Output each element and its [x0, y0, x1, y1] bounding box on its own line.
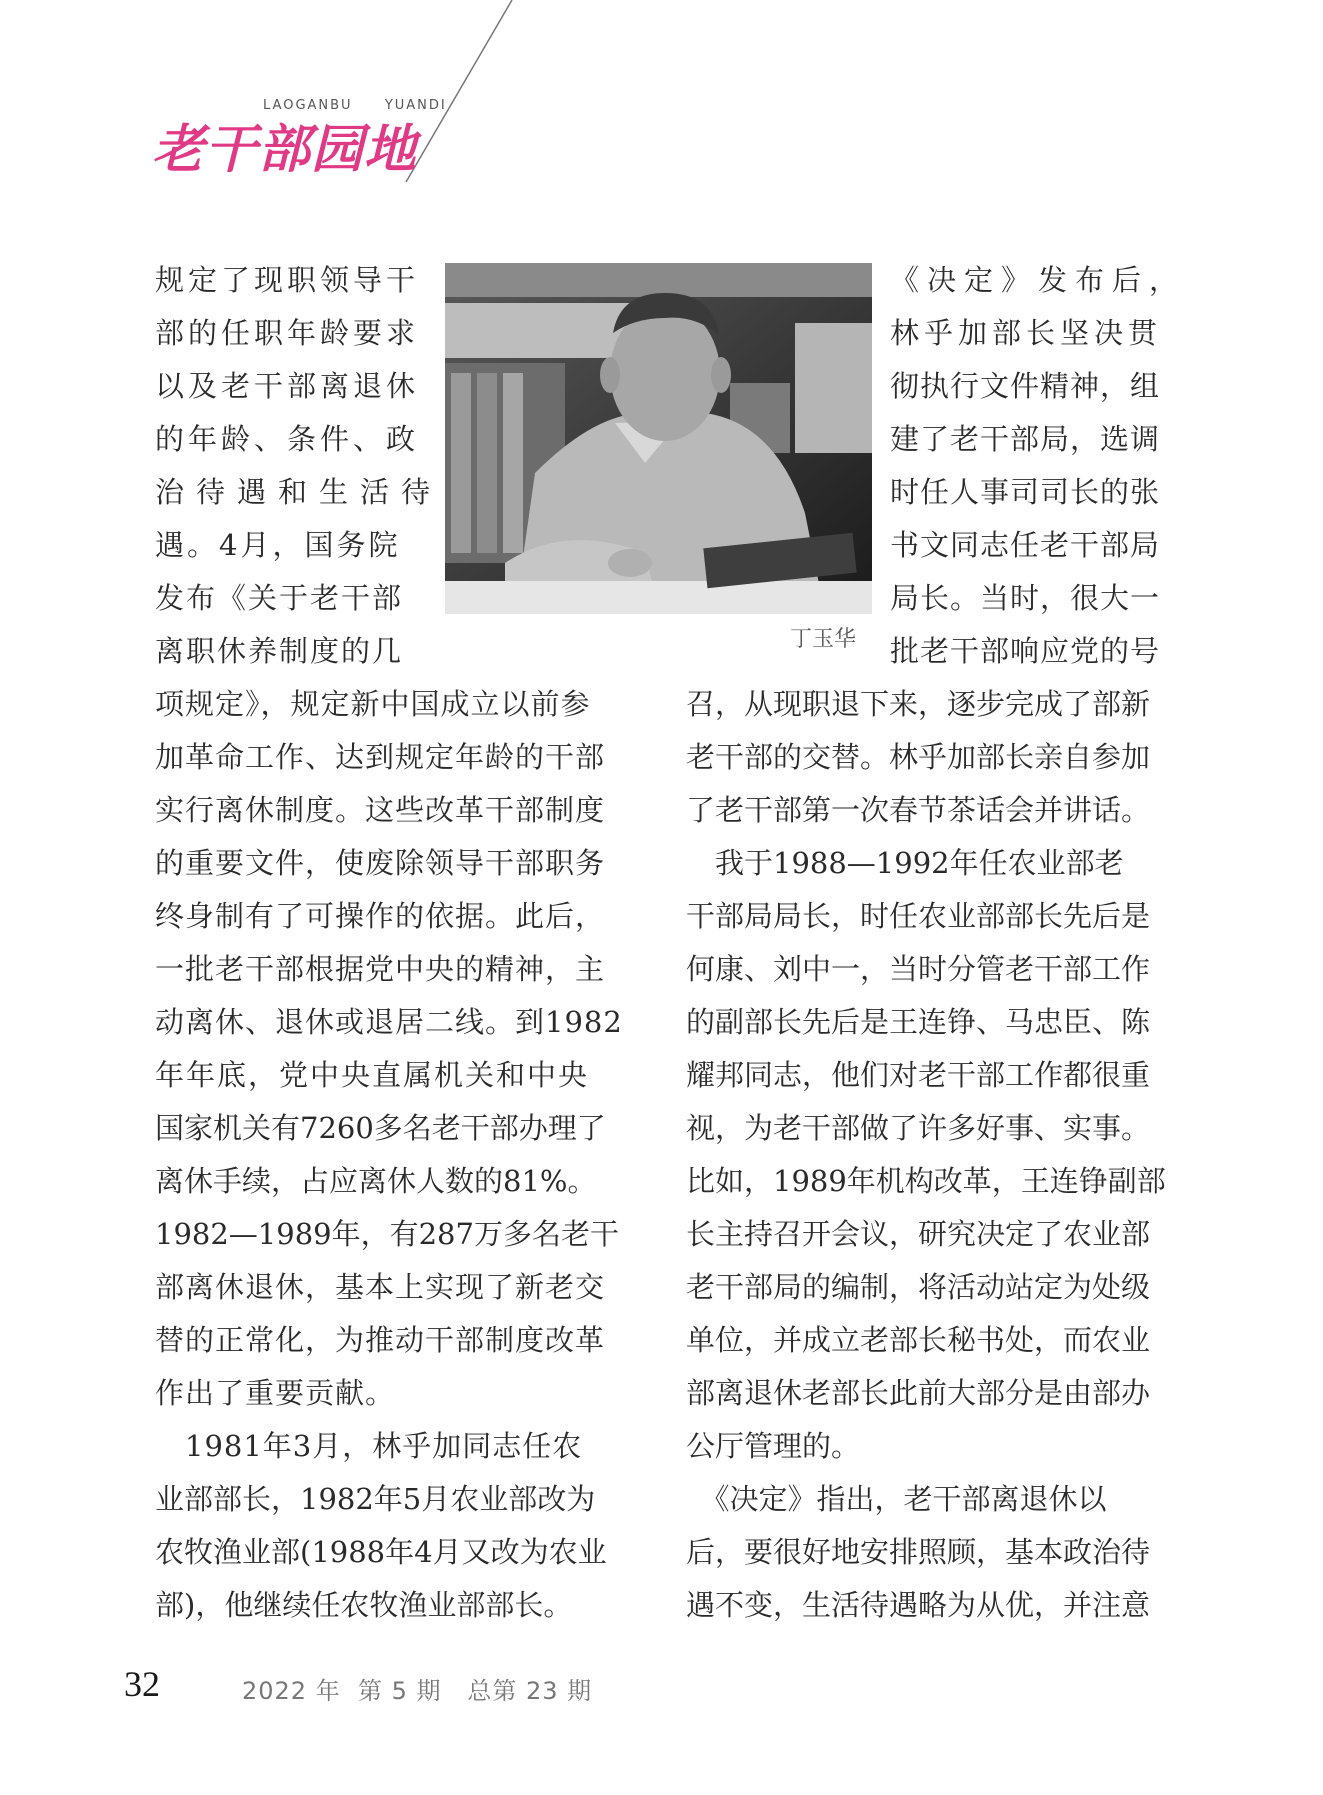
text-line: 动离休、退休或退居二线。到1982: [155, 1005, 623, 1039]
text-line: 以及老干部离退休: [155, 369, 420, 403]
page-number: 32: [124, 1664, 160, 1704]
text-line: 部)，他继续任农牧渔业部部长。: [155, 1588, 573, 1622]
text-line: 年年底，党中央直属机关和中央: [155, 1058, 590, 1092]
text-line: 国家机关有7260多名老干部办理了: [155, 1111, 606, 1145]
text-line: 公厅管理的。: [686, 1429, 861, 1463]
header-pinyin: LAOGANBU YUANDI: [263, 98, 447, 113]
text-line: 一批老干部根据党中央的精神，主: [155, 952, 606, 986]
text-line: 实行离休制度。这些改革干部制度: [155, 793, 606, 827]
portrait-photo: [445, 263, 872, 614]
text-line: 遇。4月，国务院: [155, 528, 401, 562]
issue-info: 2022 年 第 5 期 总第 23 期: [242, 1677, 593, 1705]
text-line: 作出了重要贡献。: [155, 1376, 396, 1410]
text-line: 批老干部响应党的号: [890, 634, 1161, 668]
text-line: 的副部长先后是王连铮、马忠臣、陈: [686, 1005, 1151, 1039]
text-line: 何康、刘中一，当时分管老干部工作: [686, 952, 1151, 986]
text-line: 项规定》，规定新中国成立以前参: [155, 687, 591, 721]
text-line: 比如，1989年机构改革，王连铮副部: [686, 1164, 1166, 1198]
text-line: 我于1988—1992年任农业部老: [686, 846, 1124, 880]
text-line: 局长。当时，很大一: [890, 581, 1161, 615]
text-line: 终身制有了可操作的依据。此后，: [155, 899, 606, 933]
header-diagonal-line: [0, 0, 1323, 220]
text-line: 业部部长，1982年5月农业部改为: [155, 1482, 596, 1516]
text-line: 耀邦同志，他们对老干部工作都很重: [686, 1058, 1151, 1092]
text-line: 林乎加部长坚决贯: [890, 316, 1163, 350]
text-line: 部离休退休，基本上实现了新老交: [155, 1270, 606, 1304]
text-line: 了老干部第一次春节茶话会并讲话。: [686, 793, 1151, 827]
text-line: 老干部的交替。林乎加部长亲自参加: [686, 740, 1151, 774]
text-line: 离职休养制度的几: [155, 634, 404, 668]
text-line: 的重要文件，使废除领导干部职务: [155, 846, 606, 880]
text-line: 单位，并成立老部长秘书处，而农业: [686, 1323, 1151, 1357]
text-line: 老干部局的编制，将活动站定为处级: [686, 1270, 1151, 1304]
text-line: 离休手续，占应离休人数的81%。: [155, 1164, 597, 1198]
text-line: 《决定》发布后，: [890, 263, 1187, 297]
column-title: 老干部园地: [152, 119, 418, 180]
text-line: 农牧渔业部(1988年4月又改为农业: [155, 1535, 607, 1569]
text-line: 1981年3月，林乎加同志任农: [155, 1429, 583, 1463]
photo-caption: 丁玉华: [790, 627, 857, 652]
text-line: 1982—1989年，有287万多名老干: [155, 1217, 619, 1251]
text-line: 建了老干部局，选调: [890, 422, 1161, 456]
text-line: 替的正常化，为推动干部制度改革: [155, 1323, 606, 1357]
text-line: 时任人事司司长的张: [890, 475, 1161, 509]
text-line: 部的任职年龄要求: [155, 316, 420, 350]
text-line: 召，从现职退下来，逐步完成了部新: [686, 687, 1151, 721]
text-line: 《决定》指出，老干部离退休以: [686, 1482, 1107, 1516]
text-line: 的年龄、条件、政: [155, 422, 420, 456]
text-line: 规定了现职领导干: [155, 263, 420, 297]
text-line: 干部局局长，时任农业部部长先后是: [686, 899, 1151, 933]
text-line: 视，为老干部做了许多好事、实事。: [686, 1111, 1151, 1145]
text-line: 彻执行文件精神，组: [890, 369, 1161, 403]
text-line: 后，要很好地安排照顾，基本政治待: [686, 1535, 1151, 1569]
text-line: 部离退休老部长此前大部分是由部办: [686, 1376, 1151, 1410]
text-line: 加革命工作、达到规定年龄的干部: [155, 740, 606, 774]
text-line: 治待遇和生活待: [155, 475, 443, 509]
text-line: 遇不变，生活待遇略为从优，并注意: [686, 1588, 1151, 1622]
text-line: 长主持召开会议，研究决定了农业部: [686, 1217, 1151, 1251]
text-line: 书文同志任老干部局: [890, 528, 1161, 562]
text-line: 发布《关于老干部: [155, 581, 404, 615]
